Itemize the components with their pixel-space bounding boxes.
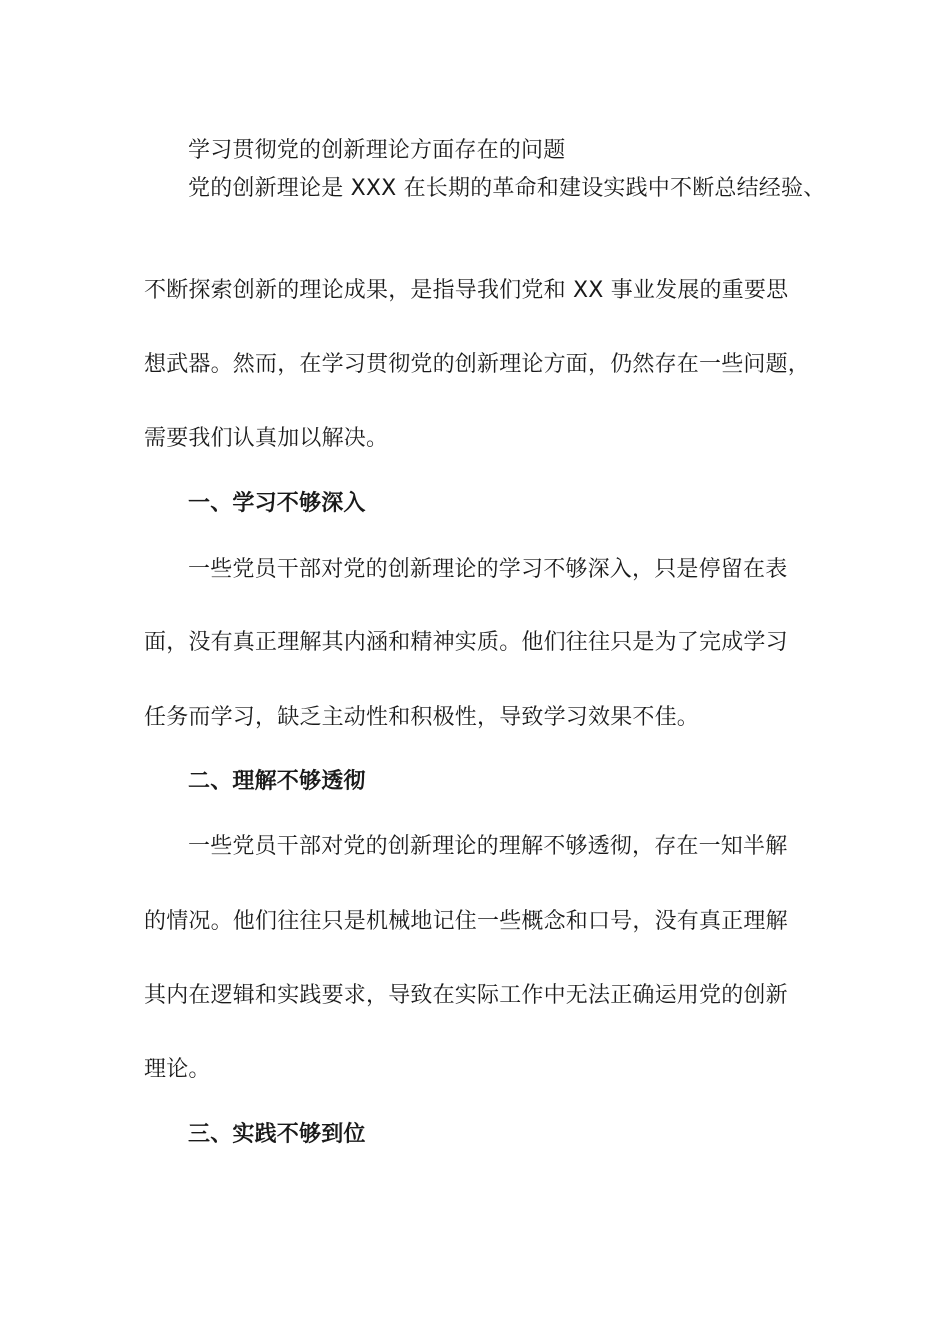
section-line: 一些党员干部对党的创新理论的学习不够深入，只是停留在表 bbox=[188, 557, 788, 582]
section-line: 一些党员干部对党的创新理论的理解不够透彻，存在一知半解 bbox=[188, 834, 788, 859]
intro-line: 党的创新理论是 XXX 在长期的革命和建设实践中不断总结经验、 bbox=[188, 176, 826, 201]
section-heading: 二、理解不够透彻 bbox=[188, 769, 366, 794]
section-heading: 一、学习不够深入 bbox=[188, 491, 366, 516]
section-line: 任务而学习，缺乏主动性和积极性，导致学习效果不佳。 bbox=[144, 705, 700, 730]
section-line: 面，没有真正理解其内涵和精神实质。他们往往只是为了完成学习 bbox=[144, 630, 788, 655]
section-line: 的情况。他们往往只是机械地记住一些概念和口号，没有真正理解 bbox=[144, 909, 788, 934]
section-heading: 三、实践不够到位 bbox=[188, 1122, 366, 1147]
intro-line: 需要我们认真加以解决。 bbox=[144, 426, 389, 451]
intro-line: 不断探索创新的理论成果，是指导我们党和 XX 事业发展的重要思 bbox=[144, 278, 789, 303]
section-line: 理论。 bbox=[144, 1057, 211, 1082]
document-title: 学习贯彻党的创新理论方面存在的问题 bbox=[188, 138, 566, 163]
intro-line: 想武器。然而，在学习贯彻党的创新理论方面，仍然存在一些问题， bbox=[144, 352, 811, 377]
section-line: 其内在逻辑和实践要求，导致在实际工作中无法正确运用党的创新 bbox=[144, 983, 788, 1008]
